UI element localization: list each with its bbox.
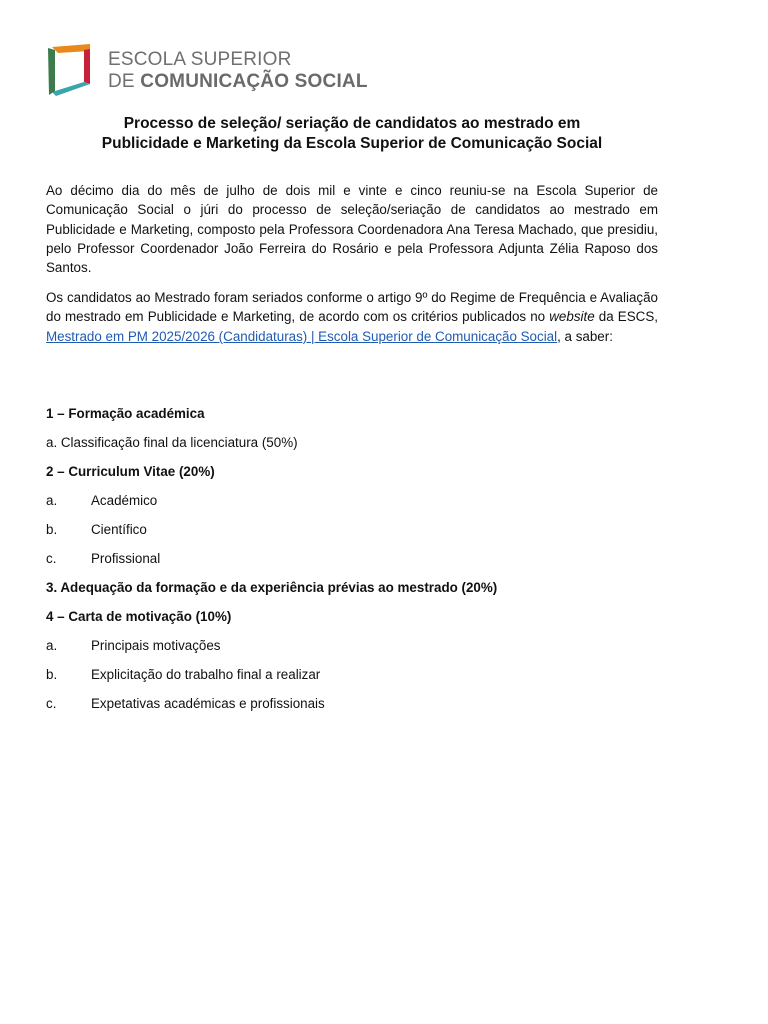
title-line-1: Processo de seleção/ seriação de candidatos ao mestrado em: [123, 115, 581, 132]
criteria-text: Académico: [91, 493, 158, 508]
criteria-text: 2 – Curriculum Vitae (20%): [46, 464, 215, 479]
criteria-item-marker: b.: [46, 667, 58, 682]
criteria-text: Expetativas académicas e profissionais: [91, 696, 325, 711]
paragraph-jury: Ao décimo dia do mês de julho de dois mil e vinte e cinco reuniu-se na Escola Superior de Comunicação Social o júri do processo de seleção/seriação de candidatos ao mestrado em Publicidade e Marketing, composto pela Professora Coordenadora Ana Teresa Machado, que presidiu, pelo Professor Coordenador João Ferreira do Rosário e pela Professora Adjunta Zélia Raposo dos Santos.: [46, 183, 658, 276]
criteria-item-marker: c.: [46, 551, 57, 566]
title-line-2: Publicidade e Marketing da Escola Superior de Comunicação Social: [101, 135, 603, 152]
criteria-text: a. Classificação final da licenciatura (50%): [46, 435, 298, 450]
criteria-text: 1 – Formação académica: [46, 406, 205, 421]
criteria-item: [46, 665, 658, 694]
criteria-text: 3. Adequação da formação e da experiência prévias ao mestrado (20%): [46, 580, 498, 595]
paragraph-2-italic: website: [549, 309, 595, 325]
criteria-item: [46, 549, 658, 578]
paragraph-2-middle: da ESCS,: [594, 309, 658, 325]
escs-logo: [46, 44, 368, 96]
paragraph-2-before: Os candidatos ao Mestrado foram seriados conforme o artigo 9º do Regime de Frequência e Avaliação do mestrado em Publicidade e Marketing, de acordo com os critérios publicados no: [46, 290, 658, 325]
criteria-item-marker: a.: [46, 493, 58, 508]
criteria-heading: [46, 462, 658, 491]
logo-line-1: ESCOLA SUPERIOR: [108, 48, 292, 70]
logo-line-2-prefix: DE: [108, 70, 141, 92]
criteria-text: Explicitação do trabalho final a realizar: [91, 667, 321, 682]
criteria-item: [46, 694, 658, 723]
escs-logo-text: [108, 50, 368, 91]
program-page-link[interactable]: Mestrado em PM 2025/2026 (Candidaturas) | Escola Superior de Comunicação Social: [46, 328, 558, 344]
paragraph-criteria-intro: [46, 288, 658, 346]
escs-logo-mark-icon: [46, 44, 92, 96]
paragraph-2-after: , a saber:: [557, 328, 613, 344]
criteria-text: Principais motivações: [91, 638, 221, 653]
criteria-item-marker: b.: [46, 522, 58, 537]
criteria-item: [46, 520, 658, 549]
criteria-item-marker: a.: [46, 638, 58, 653]
criteria-list: [46, 404, 658, 723]
criteria-text: 4 – Carta de motivação (10%): [46, 609, 232, 624]
criteria-text: Científico: [91, 522, 147, 537]
logo-line-2-bold: COMUNICAÇÃO SOCIAL: [140, 70, 368, 92]
criteria-item-marker: c.: [46, 696, 57, 711]
document-title: [46, 114, 658, 154]
criteria-item: [46, 491, 658, 520]
criteria-text: Profissional: [91, 551, 161, 566]
criteria-heading: [46, 578, 658, 607]
criteria-item: [46, 636, 658, 665]
criteria-item: [46, 433, 658, 462]
criteria-heading: [46, 607, 658, 636]
criteria-heading: [46, 404, 658, 433]
logo-line-2: [108, 72, 368, 91]
